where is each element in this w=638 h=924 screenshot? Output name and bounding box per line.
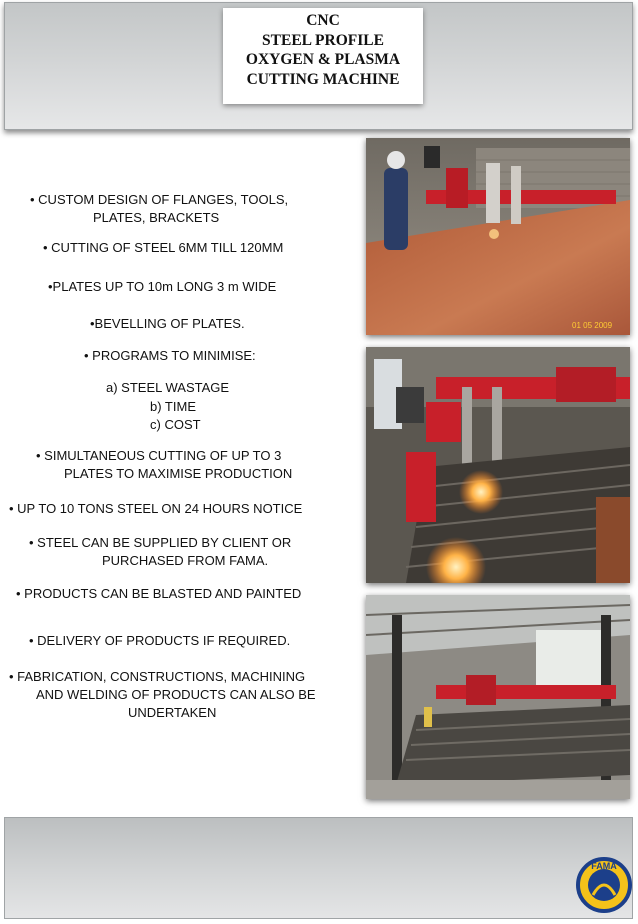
bullet-programs: • PROGRAMS TO MINIMISE: — [84, 348, 256, 363]
photo-workshop — [366, 595, 630, 799]
bullet-custom-design: • CUSTOM DESIGN OF FLANGES, TOOLS, — [30, 192, 289, 207]
sub-item-steel-wastage: a) STEEL WASTAGE — [106, 380, 230, 395]
title-line: OXYGEN & PLASMA — [245, 51, 401, 68]
photo-plasma-cutting — [366, 347, 630, 583]
bullet-steel-supply: • STEEL CAN BE SUPPLIED BY CLIENT OR — [29, 535, 292, 550]
bullet-simultaneous-cutting: • SIMULTANEOUS CUTTING OF UP TO 3 — [36, 448, 282, 463]
bullet-custom-design-cont: PLATES, BRACKETS — [93, 210, 220, 225]
photo-1-illustration — [366, 138, 630, 335]
header-bar — [4, 2, 633, 130]
sub-item-cost: c) COST — [150, 417, 201, 432]
bullet-blasted-painted: • PRODUCTS CAN BE BLASTED AND PAINTED — [16, 586, 302, 601]
title-line: CUTTING MACHINE — [246, 70, 400, 88]
bullet-steel-supply-cont: PURCHASED FROM FAMA. — [102, 553, 269, 568]
photo-cutting-machine-operator — [366, 138, 630, 335]
fama-logo-icon — [575, 855, 633, 919]
fama-logo — [575, 855, 633, 919]
bullet-fabrication: • FABRICATION, CONSTRUCTIONS, MACHINING — [9, 669, 306, 684]
title-line: CNC — [306, 12, 340, 29]
footer-bar — [4, 817, 633, 919]
photo-2-illustration — [366, 347, 630, 583]
photo-3-illustration — [366, 595, 630, 799]
bullet-fabrication-cont: AND WELDING OF PRODUCTS CAN ALSO BE — [36, 687, 316, 702]
bullet-simultaneous-cutting-cont: PLATES TO MAXIMISE PRODUCTION — [64, 466, 293, 481]
logo-text: FAMA — [591, 861, 617, 871]
bullet-tons-steel: • UP TO 10 TONS STEEL ON 24 HOURS NOTICE — [9, 501, 303, 516]
photo-date-stamp: 01 05 2009 — [572, 321, 613, 330]
title-line: STEEL PROFILE — [262, 31, 384, 49]
bullet-bevelling: •BEVELLING OF PLATES. — [90, 316, 245, 331]
bullet-cutting-steel: • CUTTING OF STEEL 6MM TILL 120MM — [43, 240, 284, 255]
page-title — [223, 8, 423, 104]
bullet-plates-size: •PLATES UP TO 10m LONG 3 m WIDE — [48, 279, 277, 294]
sub-item-time: b) TIME — [150, 399, 196, 414]
bullet-delivery: • DELIVERY OF PRODUCTS IF REQUIRED. — [29, 633, 291, 648]
bullet-fabrication-cont2: UNDERTAKEN — [128, 705, 217, 720]
